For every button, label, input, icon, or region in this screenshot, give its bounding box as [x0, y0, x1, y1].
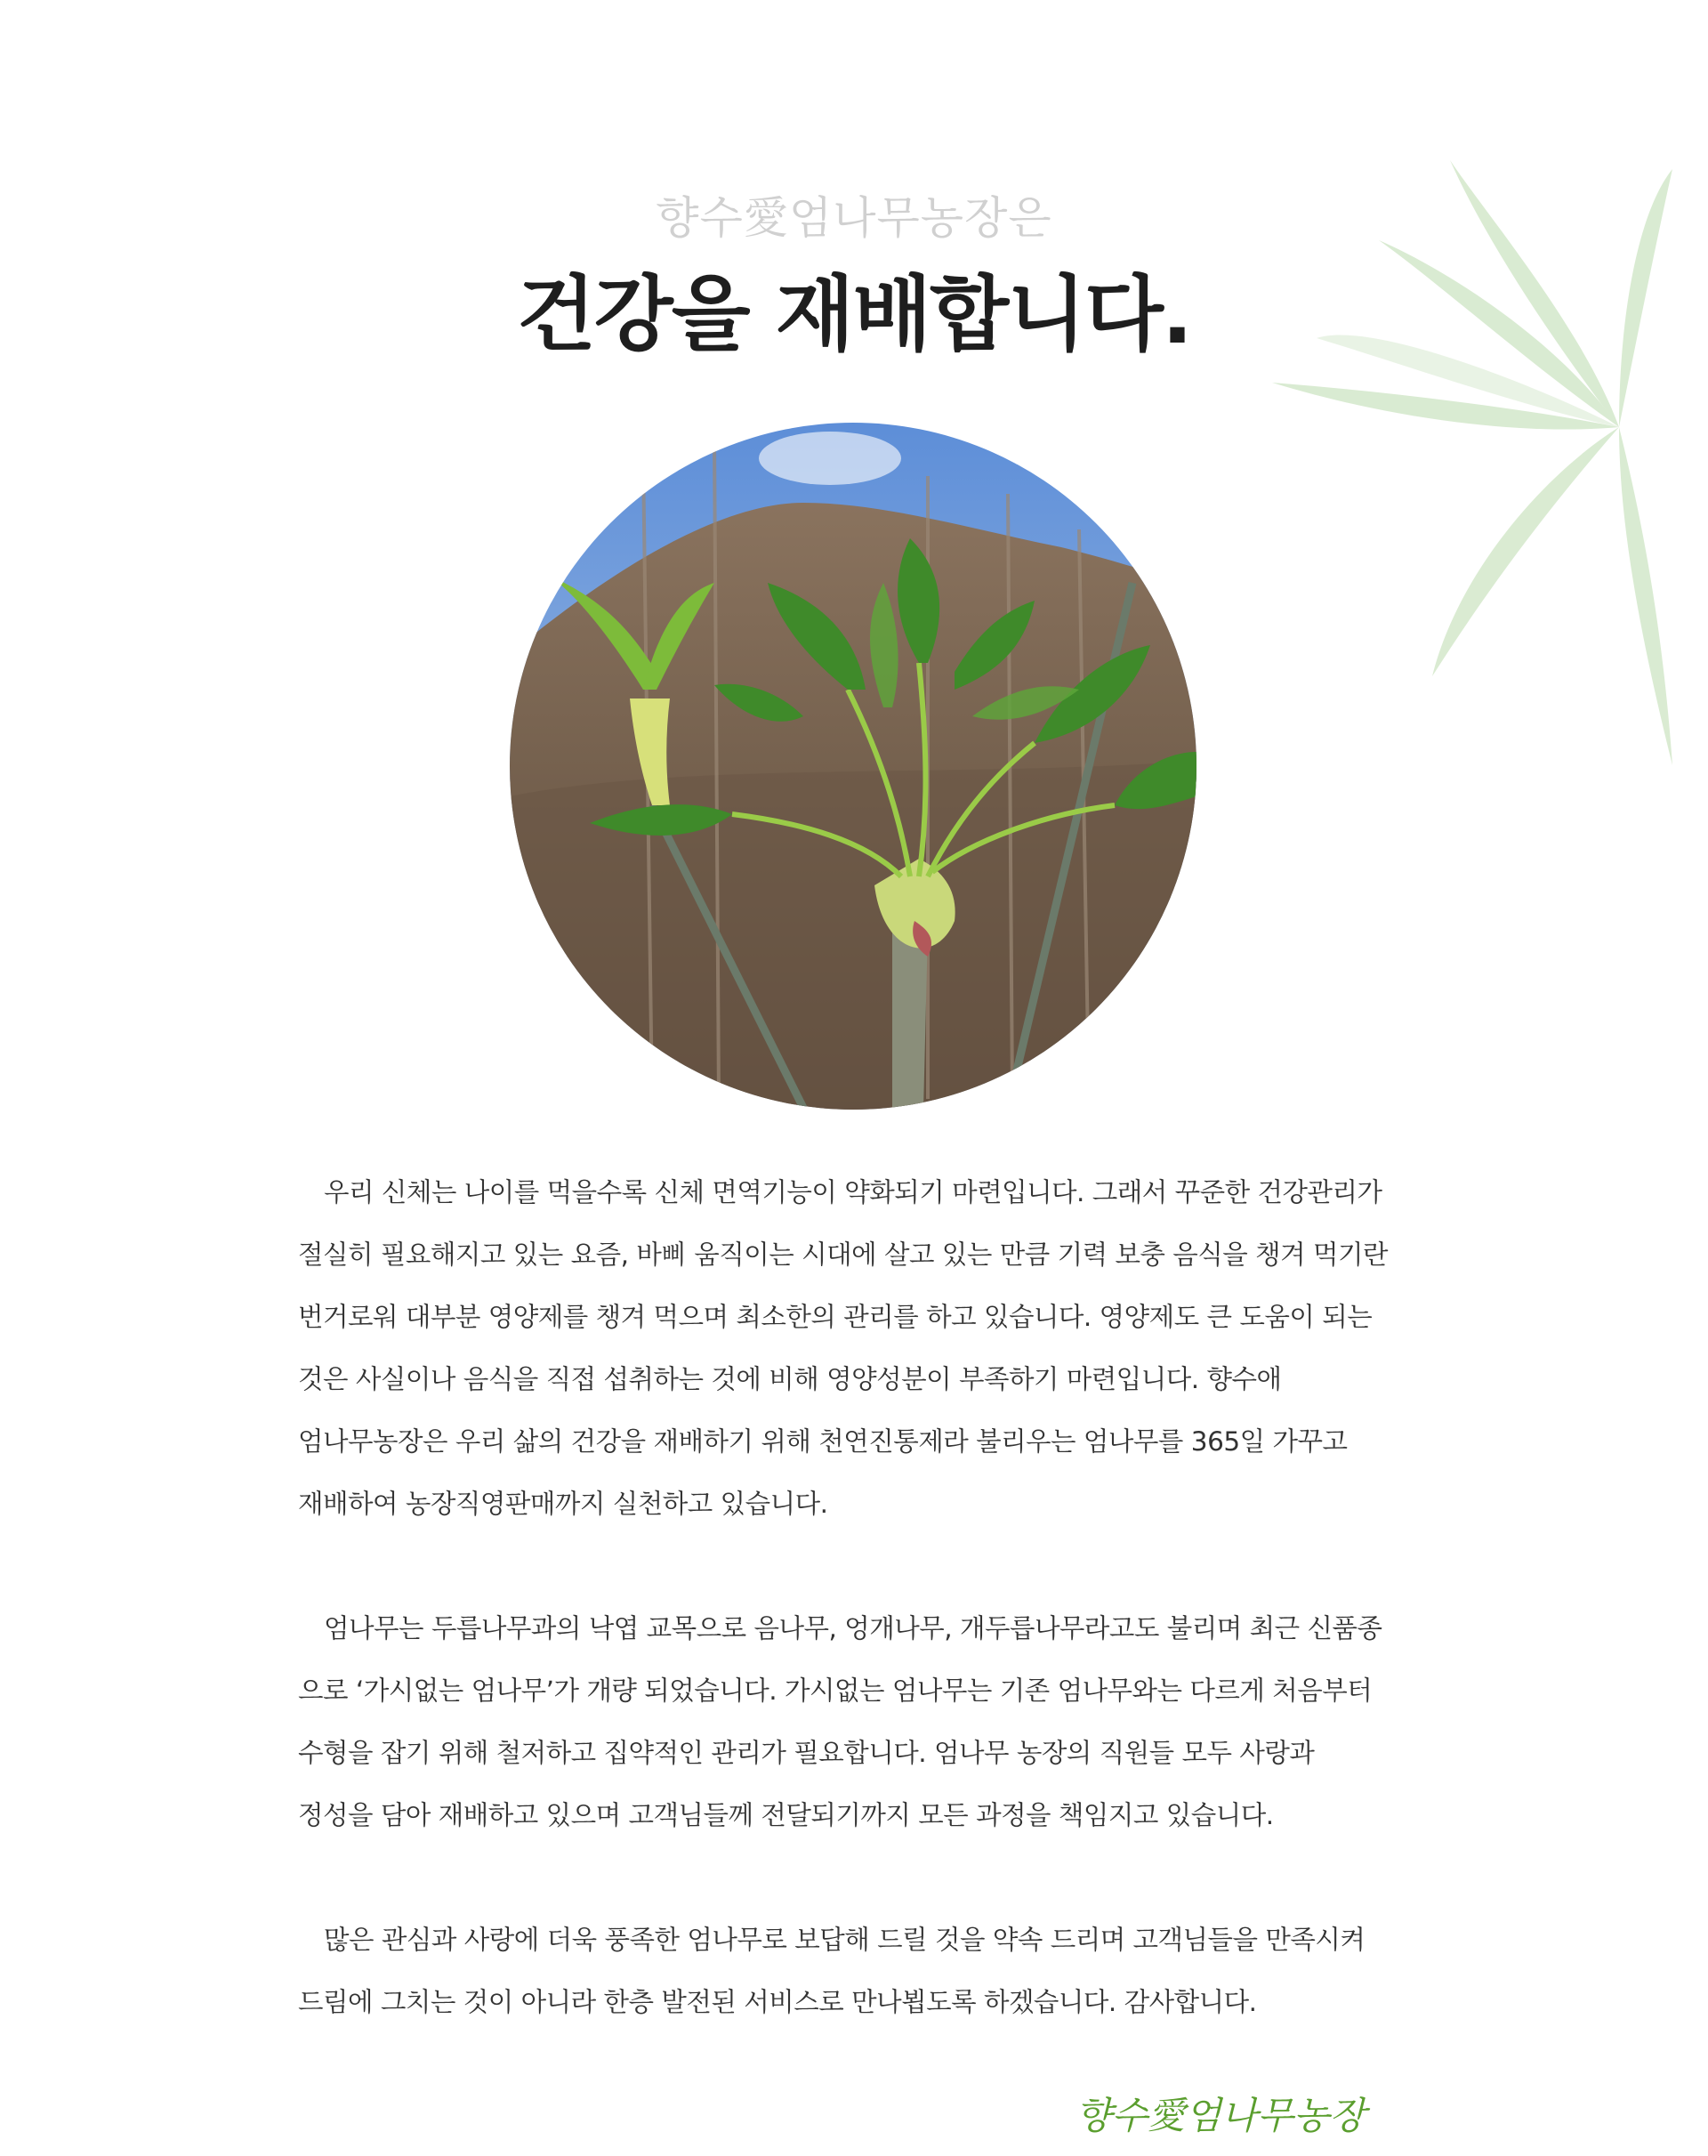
- plant-photo: [510, 423, 1196, 1110]
- page-title: 건강을 재배합니다.: [517, 267, 1191, 362]
- text-line: 우리 신체는 나이를 먹을수록 신체 면역기능이 약화되기 마련입니다. 그래서 꾸준한 건강관리가: [298, 1177, 1382, 1207]
- page-subtitle: 향수愛엄나무농장은: [656, 192, 1052, 244]
- paragraph-1: [298, 1161, 1428, 1535]
- paragraph-2: [298, 1597, 1428, 1846]
- text-line: 수형을 잡기 위해 철저하고 집약적인 관리가 필요합니다. 엄나무 농장의 직원들 모두 사랑과: [298, 1738, 1315, 1768]
- text-line: 드림에 그치는 것이 아니라 한층 발전된 서비스로 만나뵙도록 하겠습니다. 감사합니다.: [298, 1987, 1257, 2017]
- paragraph-3: [298, 1909, 1428, 2033]
- text-line: 엄나무농장은 우리 삶의 건강을 재배하기 위해 천연진통제라 불리우는 엄나무를 365일 가꾸고: [298, 1426, 1348, 1457]
- text-line: 많은 관심과 사랑에 더욱 풍족한 엄나무로 보답해 드릴 것을 약속 드리며 고객님들을 만족시켜: [298, 1925, 1366, 1955]
- text-line: 것은 사실이나 음식을 직접 섭취하는 것에 비해 영양성분이 부족하기 마련입니다. 향수애: [298, 1364, 1282, 1394]
- text-line: 으로 ‘가시없는 엄나무’가 개량 되었습니다. 가시없는 엄나무는 기존 엄나무와는 다르게 처음부터: [298, 1676, 1373, 1706]
- text-line: 엄나무는 두릅나무과의 낙엽 교목으로 음나무, 엉개나무, 개두릅나무라고도 불리며 최근 신품종: [298, 1613, 1382, 1643]
- text-line: 번거로워 대부분 영양제를 챙겨 먹으며 최소한의 관리를 하고 있습니다. 영양제도 큰 도움이 되는: [298, 1302, 1373, 1332]
- text-line: 재배하여 농장직영판매까지 실천하고 있습니다.: [298, 1489, 828, 1519]
- text-line: 절실히 필요해지고 있는 요즘, 바삐 움직이는 시대에 살고 있는 만큼 기력 보충 음식을 챙겨 먹기란: [298, 1239, 1389, 1270]
- text-line: 정성을 담아 재배하고 있으며 고객님들께 전달되기까지 모든 과정을 책임지고 있습니다.: [298, 1800, 1274, 1830]
- farm-signature-logo: 향수愛엄나무농장: [1075, 2094, 1366, 2137]
- intro-text: [298, 1161, 1428, 2095]
